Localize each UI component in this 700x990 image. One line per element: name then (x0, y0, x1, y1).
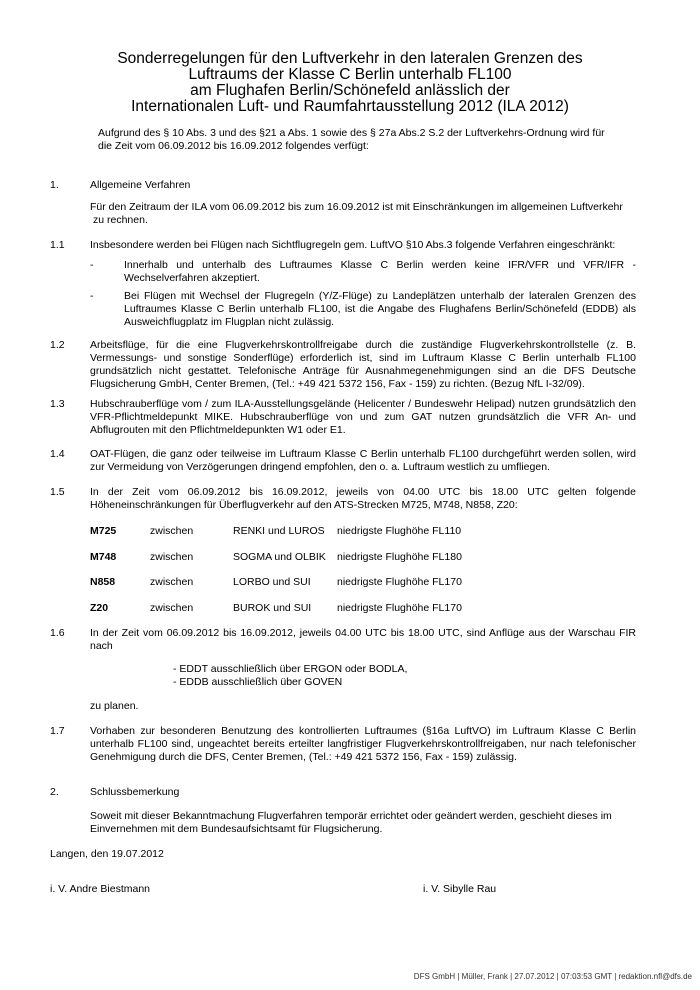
title-line-1: Sonderregelungen für den Luftverkehr in den lateralen Grenzen des (117, 50, 583, 67)
section-1-2-text: Arbeitsflüge, für die eine Flugverkehrskontrollfreigabe durch die zuständige Flugverkehrskontrollstelle (z. B. Vermessungs- und sonstige Sonderflüge) erforderlich ist, sind im Luftraum Klasse C Berlin unterhalb FL100 grundsätzlich nicht gestattet. Telefonische Anträge für Ausnahmegenehmigungen sind an die DFS Deutsche Flugsicherung GmbH, Center Bremen, (Tel.: +49 421 5372 156, Fax - 159) zu richten. (Bezug NfL I-32/09). (90, 339, 636, 390)
route-code: M748 (90, 551, 117, 563)
route-min-level: niedrigste Flughöhe FL180 (337, 551, 462, 563)
section-2-heading: Schlussbemerkung (90, 786, 180, 798)
section-1-6-closing: zu planen. (90, 700, 139, 712)
route-code: M725 (90, 525, 117, 537)
route-between: zwischen (150, 525, 194, 537)
section-1-1-number: 1.1 (50, 239, 65, 251)
approach-item-eddt: - EDDT ausschließlich über ERGON oder BODLA, (173, 663, 408, 675)
place-and-date: Langen, den 19.07.2012 (50, 848, 164, 860)
section-1-para-line-1: Für den Zeitraum der ILA vom 06.09.2012 bis zum 16.09.2012 ist mit Einschränkungen im allgemeinen Luftverkehr (90, 201, 623, 213)
section-2-para-line-2: Einvernehmen mit dem Bundesaufsichtsamt für Flugsicherung. (90, 823, 383, 835)
section-1-7-number: 1.7 (50, 725, 65, 737)
section-1-2-number: 1.2 (50, 339, 65, 351)
section-1-number: 1. (50, 179, 59, 191)
route-between: zwischen (150, 576, 194, 588)
section-1-3-text: Hubschrauberflüge vom / zum ILA-Ausstellungsgelände (Helicenter / Bundeswehr Helipad) nutzen grundsätzlich den VFR-Pflichtmeldepunkt MIKE. Hubschrauberflüge von und zum GAT nutzen grundsätzlich die VFR An- und Abflugrouten mit den Pflichtmeldepunkten W1 oder E1. (90, 398, 636, 436)
page-footer: DFS GmbH | Müller, Frank | 27.07.2012 | 07:03:53 GMT | redaktion.nfl@dfs.de (413, 972, 692, 981)
section-1-6-number: 1.6 (50, 627, 65, 639)
route-min-level: niedrigste Flughöhe FL110 (337, 525, 462, 537)
approach-item-eddb: - EDDB ausschließlich über GOVEN (173, 676, 343, 688)
section-1-5-text: In der Zeit vom 06.09.2012 bis 16.09.2012, jeweils von 04.00 UTC bis 18.00 UTC gelten folgende Höheneinschränkungen für Überflugverkehr auf den ATS-Strecken M725, M748, N858, Z20: (90, 486, 636, 511)
section-1-3-number: 1.3 (50, 398, 65, 410)
bullet-dash-2: - (90, 290, 94, 302)
bullet-dash-1: - (90, 259, 94, 271)
section-2-para-line-1: Soweit mit dieser Bekanntmachung Flugverfahren temporär errichtet oder geändert werden, geschieht dieses im (90, 810, 612, 822)
signature-right: i. V. Sibylle Rau (423, 883, 497, 895)
section-1-4-number: 1.4 (50, 448, 65, 460)
route-code: Z20 (90, 602, 109, 614)
section-1-5-number: 1.5 (50, 486, 65, 498)
section-1-para-line-2: zu rechnen. (93, 214, 148, 226)
intro-line-2: die Zeit vom 06.09.2012 bis 16.09.2012 folgendes verfügt: (98, 140, 369, 152)
section-1-4-text: OAT-Flügen, die ganz oder teilweise im Luftraum Klasse C Berlin unterhalb FL100 durchgeführt werden sollen, wird zur Vermeidung von Verzögerungen dringend empfohlen, den o. a. Luftraum westlich zu umfliegen. (90, 448, 636, 473)
title-line-2: Luftraums der Klasse C Berlin unterhalb FL100 (188, 66, 512, 83)
route-code: N858 (90, 576, 116, 588)
route-between: zwischen (150, 551, 194, 563)
intro-line-1: Aufgrund des § 10 Abs. 3 und des §21 a Abs. 1 sowie des § 27a Abs.2 S.2 der Luftverkehrs-Ordnung wird für (98, 127, 605, 139)
section-1-heading: Allgemeine Verfahren (90, 179, 191, 191)
section-2-number: 2. (50, 786, 59, 798)
title-line-4: Internationalen Luft- und Raumfahrtausstellung 2012 (ILA 2012) (131, 98, 569, 115)
document-title (60, 51, 640, 115)
title-line-3: am Flughafen Berlin/Schönefeld anlässlich der (190, 82, 510, 99)
route-between: zwischen (150, 602, 194, 614)
route-min-level: niedrigste Flughöhe FL170 (337, 602, 462, 614)
section-1-1-text: Insbesondere werden bei Flügen nach Sichtflugregeln gem. LuftVO §10 Abs.3 folgende Verfahren eingeschränkt: (90, 239, 616, 251)
section-1-6-text: In der Zeit vom 06.09.2012 bis 16.09.2012, jeweils 04.00 UTC bis 18.00 UTC, sind Anflüge aus der Warschau FIR nach (90, 627, 636, 652)
route-points: LORBO und SUI (233, 576, 311, 588)
section-1-7-text: Vorhaben zur besonderen Benutzung des kontrollierten Luftraumes (§16a LuftVO) im Luftraum Klasse C Berlin unterhalb FL100 sind, ungeachtet bereits erteilter langfristiger Flugverkehrskontrollfreigaben, nur nach telefonischer Genehmigung durch die DFS, Center Bremen, (Tel.: +49 421 5372 156, Fax - 159) zulässig. (90, 725, 636, 763)
route-points: RENKI und LUROS (233, 525, 325, 537)
route-points: SOGMA und OLBIK (233, 551, 326, 563)
bullet-text-2: Bei Flügen mit Wechsel der Flugregeln (Y/Z-Flüge) zu Landeplätzen unterhalb der lateralen Grenzen des Luftraumes Klasse C Berlin unterhalb FL100, ist die Angabe des Flughafens Berlin/Schönefeld (EDDB) als Ausweichflugplatz im Flugplan nicht zulässig. (124, 290, 636, 328)
route-min-level: niedrigste Flughöhe FL170 (337, 576, 462, 588)
bullet-text-1: Innerhalb und unterhalb des Luftraumes Klasse C Berlin werden keine IFR/VFR und VFR/IFR - Wechselverfahren akzeptiert. (124, 259, 636, 284)
signature-left: i. V. Andre Biestmann (50, 883, 151, 895)
route-points: BUROK und SUI (233, 602, 312, 614)
